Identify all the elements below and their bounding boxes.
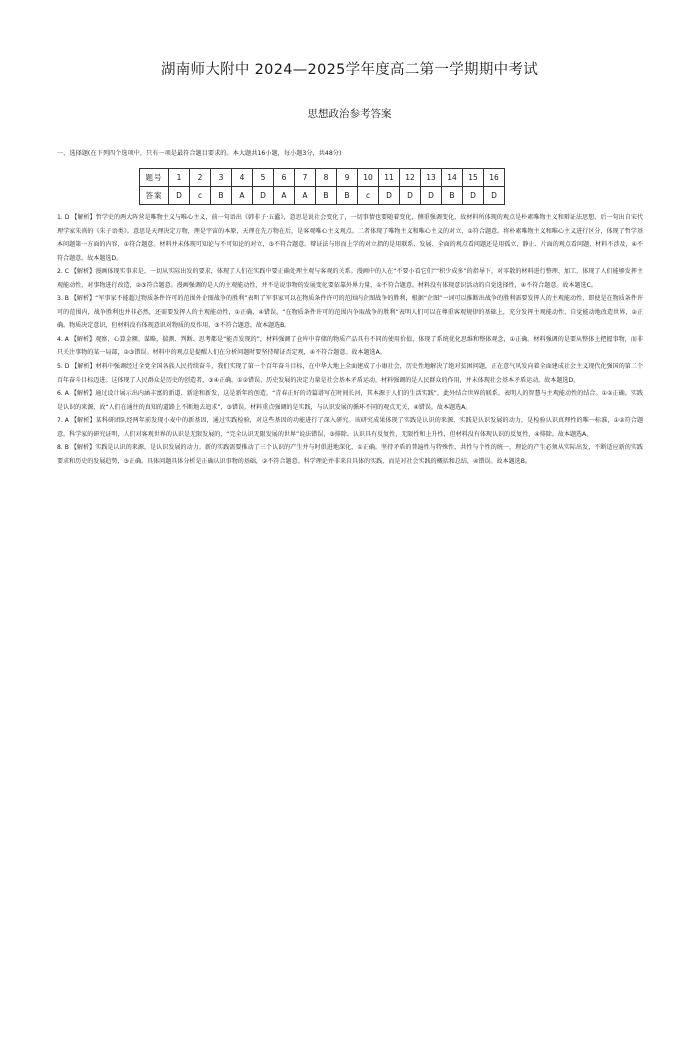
question-number-cell: 7 — [295, 169, 316, 187]
answer-cell: B — [316, 187, 337, 205]
answer-cell: D — [169, 187, 190, 205]
answer-row — [140, 187, 505, 205]
explanation-paragraph: 3. B 【解析】“军事家不能超过物质条件许可的范围外企图战争的胜利”表明了军事家可以在物质条件许可的范围内企图战争的胜利，根据“企图”一词可以推断出战争的胜利需要发挥人的主观能动性，即使是在物质条件许可的范围内，战争胜利也并非必然，还需要发挥人的主观能动性，①正确，④错误。“在物质条件许可的范围内争取战争的胜利”表明人们可以在尊重客观规律的基础上，充分发挥主观能动性，自觉能动地改造世界，②正确。物质决定意识，但材料没有体现意识对物质的反作用，③不符合题意。故本题选B。 — [57, 295, 643, 330]
answer-cell: B — [442, 187, 463, 205]
question-number-cell: 4 — [232, 169, 253, 187]
row-label-number: 题号 — [140, 169, 169, 187]
question-number-cell: 2 — [190, 169, 211, 187]
answer-cell: c — [190, 187, 211, 205]
question-number-cell: 15 — [463, 169, 484, 187]
answer-cell: D — [421, 187, 442, 205]
answer-cell: D — [253, 187, 274, 205]
question-number-cell: 12 — [400, 169, 421, 187]
question-number-cell: 16 — [484, 169, 505, 187]
question-number-cell: 11 — [379, 169, 400, 187]
explanation-paragraph: 4. A 【解析】观察、心算金额、谋略，揣测、判断、思考都是“能否发现的”，材料强调了仓库中存储的物质产品具有不同的使用价值，体现了系统优化思维和整体观念，①正确。材料强调的是要从整体上把握事物，而非只关注事物的某一局部，②③错误。材料中的观点是提醒人们在分析问题时要坚持辩证否定观，④不符合题意。故本题选A。 — [57, 335, 643, 357]
explanation-paragraph: 7. A 【解析】某科研团队经两年前发现小麦中的新基因，通过实践检验，对这些基因的功能进行了深入研究。该研究成果体现了实践是认识的来源，实践是认识发展的动力，是检验认识真理性的唯一标准，①②符合题意。科学家的研究证明，人们对客观世界的认识是无限发展的，“完全认识无限发展的世界”说法错误，③排除。认识具有反复性，无限性和上升性，但材料没有体现认识的反复性，④排除。故本题选A。 — [57, 417, 643, 438]
answer-table — [139, 168, 505, 205]
page-subtitle: 思想政治参考答案 — [307, 108, 392, 120]
explanations — [57, 211, 643, 468]
explanation-paragraph: 5. D 【解析】材料中强调经过全党全国各族人民持续奋斗，我们实现了第一个百年奋斗目标，在中华大地上全面建成了小康社会，历史性地解决了绝对贫困问题，正在意气风发向着全面建成社会主义现代化强国的第二个百年奋斗目标迈进。这体现了人民群众是历史的创造者，③④正确。①②错误，历史发展的决定力量是社会基本矛盾运动，材料强调的是人民群众的作用，并未体现社会基本矛盾运动。故本题选D。 — [57, 363, 643, 384]
question-number-cell: 1 — [169, 169, 190, 187]
question-number-cell: 5 — [253, 169, 274, 187]
answer-cell: D — [379, 187, 400, 205]
question-number-cell: 13 — [421, 169, 442, 187]
answer-cell: B — [211, 187, 232, 205]
answer-cell: D — [463, 187, 484, 205]
question-number-cell: 9 — [337, 169, 358, 187]
question-number-cell: 14 — [442, 169, 463, 187]
section-heading: 一、选择题(在下列四个选项中，只有一项是最符合题目要求的。本大题共16小题，每小题3分，共48分) — [57, 150, 342, 157]
answer-cell: c — [358, 187, 379, 205]
answer-cell: B — [337, 187, 358, 205]
answer-cell: A — [295, 187, 316, 205]
answer-cell: A — [232, 187, 253, 205]
question-number-cell: 10 — [358, 169, 379, 187]
question-number-row — [140, 169, 505, 187]
question-number-cell: 8 — [316, 169, 337, 187]
answer-cell: D — [484, 187, 505, 205]
explanation-paragraph: 6. A 【解析】通过设计展示出内涵丰富的新道、新途和新发，这是新年的创造，“青春正好的诗篇谱写在时间长河，其本源于人们的生活实践”，此外结合世界的联系，表明人的智慧与主观能动性的结合。①②正确。实践是认识的来源，故“人们在通往的真知的道路上不断地去追求”，③错误。材料重点强调的是实践，与认识发展的循环不同的观点无关，④错误。故本题选A。 — [57, 390, 643, 411]
question-number-cell: 3 — [211, 169, 232, 187]
explanation-paragraph: 1. D 【解析】哲学史的两大阵营是唯物主义与唯心主义，前一句语出《韩非子·五蠹》，意思是说社会变化了，一切事情也要随着变化，侧重强调变化，故材料所体现的观点是朴素唯物主义和辩证法思想，后一句出自宋代理学家朱熹的《朱子语类》。意思是天理决定万物，理是宇宙的本原，天理在先万物在后，是客观唯心主义观点。二者体现了唯物主义和唯心主义的对立，②符合题意。将朴素唯物主义和唯心主义进行区分，体现了哲学基本问题第一方面的内容，①符合题意。材料并未体现可知论与不可知论的对立，③不符合题意。辩证法与形而上学的对立指的是用联系、发展、全面的观点看问题还是用孤立、静止、片面的观点看问题，材料不涉及，④不符合题意。故本题选D。 — [57, 214, 643, 262]
answer-cell: D — [400, 187, 421, 205]
exam-title: 湖南师大附中 2024—2025学年度高二第一学期期中考试 — [160, 62, 539, 78]
row-label-answer: 答案 — [140, 187, 169, 205]
explanation-paragraph: 8. B 【解析】实践是认识的来源，是认识发展的动力。新的实践需要推动了三个认识的产生并与时俱进地深化，①正确。坚持矛盾的普遍性与特殊性、共性与个性的统一，理论的产生必须从实际出发，不断适应新的实践要求和历史的发展趋势，③正确。具体问题具体分析是正确认识事物的基础，②不符合题意。科学理论并非来自具体的实践，而是对社会实践的概括和总结，④错误。故本题选B。 — [57, 444, 643, 465]
explanation-paragraph: 2. C 【解析】漫画体现实事求是、一切从实际出发的要求，体现了人们在实践中要正确处理主观与客观的关系。漫画中的人在“不要小看它们”“积少成多”的指导下，对零散的材料进行整理、加工，体现了人们能够发挥主观能动性，对事物进行改造，②③符合题意。漫画强调的是人的主观能动性，并不是说事物的发展变化要依靠外界力量，①不符合题意。材料没有体现意识活动的自觉选择性，④不符合题意。故本题选C。 — [57, 268, 643, 289]
answer-cell: A — [274, 187, 295, 205]
question-number-cell: 6 — [274, 169, 295, 187]
